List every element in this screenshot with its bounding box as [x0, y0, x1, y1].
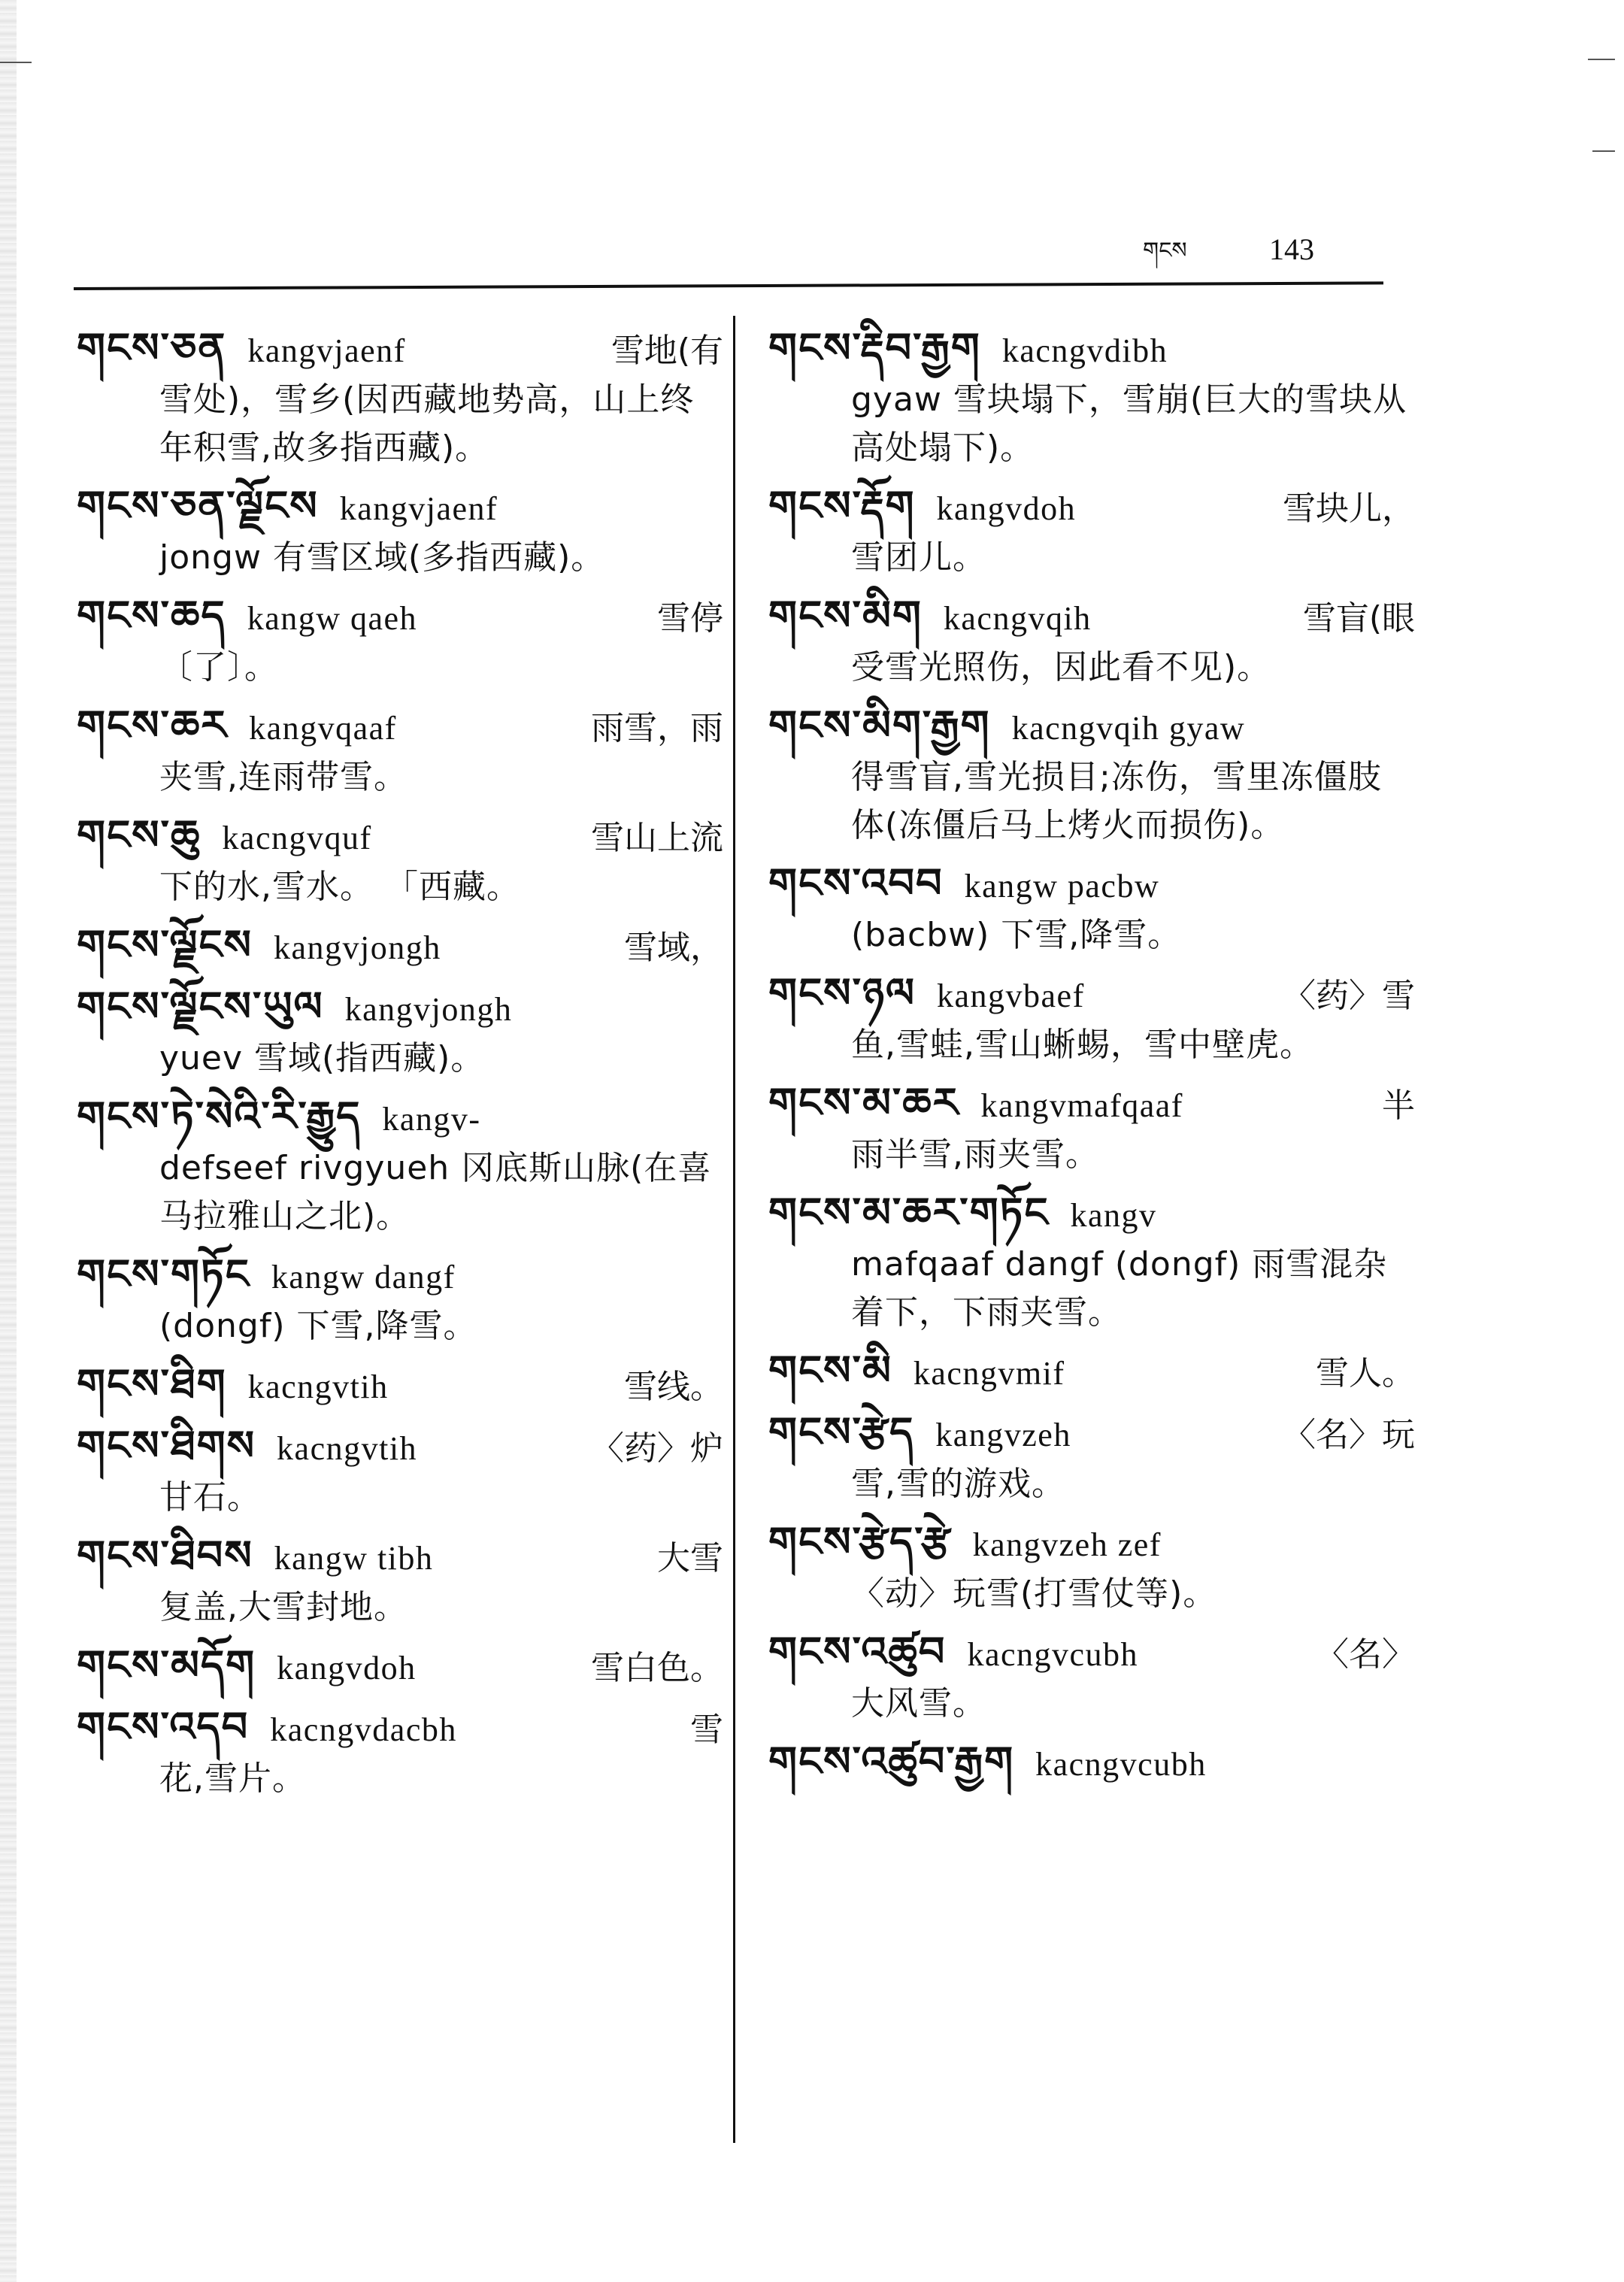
definition-start: 雪 — [690, 1711, 723, 1749]
definition-continuation: 得雪盲,雪光损目;冻伤，雪里冻僵肢体(冻僵后马上烤火而损伤)。 — [851, 758, 1382, 844]
dictionary-entry — [77, 701, 723, 802]
left-edge-mark — [0, 62, 32, 63]
right-edge-mark-mid — [1592, 150, 1615, 152]
definition-continuation: gyaw 雪块塌下，雪崩(巨大的雪块从高处塌下)。 — [851, 380, 1407, 467]
definition-continuation: (bacbw) 下雪,降雪。 — [851, 916, 1182, 954]
headword-tibetan: གངས་རྩེད — [768, 1408, 915, 1456]
entry-headline — [77, 1421, 723, 1474]
definition-continuation: 〔了〕。 — [159, 648, 278, 686]
dictionary-entry — [77, 591, 723, 692]
definition-continuation: 雪,雪的游戏。 — [851, 1465, 1065, 1503]
headword-tibetan: གངས་ཆད — [77, 592, 226, 639]
definition-start: 雪域， — [624, 929, 723, 967]
dictionary-entry — [768, 859, 1415, 959]
definition-continuation: 鱼,雪蛙,雪山蜥蜴，雪中壁虎。 — [851, 1026, 1313, 1064]
headword-romanization: kangvzeh zef — [972, 1526, 1162, 1563]
entry-headline — [77, 481, 723, 534]
dictionary-entry — [768, 1627, 1415, 1728]
definition-continuation: 甘石。 — [159, 1478, 261, 1517]
definition-continuation: mafqaaf dangf (dongf) 雨雪混杂着下，下雨夹雪。 — [851, 1245, 1388, 1332]
entry-headline — [77, 1359, 723, 1412]
headword-tibetan: གངས་རྡོག — [768, 482, 916, 529]
entry-headline — [77, 701, 723, 753]
dictionary-entry — [77, 920, 723, 973]
dictionary-entry — [77, 1250, 723, 1350]
entry-headline — [77, 920, 723, 973]
headword-tibetan: གངས་ཐིགས — [77, 1422, 256, 1469]
headword-romanization: kangw tibh — [274, 1540, 434, 1577]
entry-headline — [768, 701, 1415, 753]
dictionary-entry — [77, 1359, 723, 1412]
entry-headline — [768, 591, 1415, 644]
definition-continuation: 夹雪,连雨带雪。 — [159, 758, 408, 796]
dictionary-entry — [768, 1188, 1415, 1337]
definition-start: 〈药〉炉 — [591, 1429, 723, 1468]
dictionary-entry — [768, 1517, 1415, 1618]
entry-headline — [768, 1188, 1415, 1241]
headword-tibetan: གངས་ཉལ — [768, 969, 916, 1017]
header-rule — [74, 281, 1383, 290]
definition-start: 雪停 — [657, 599, 723, 638]
headword-romanization: kangv- — [382, 1101, 481, 1138]
definition-continuation: 花,雪片。 — [159, 1759, 306, 1798]
headword-tibetan: གངས་འཚུབ་རྒྱག — [768, 1738, 1015, 1785]
entry-headline — [768, 1346, 1415, 1399]
definition-start: 〈名〉 — [1316, 1635, 1415, 1674]
headword-romanization: kacngvcubh — [1035, 1746, 1207, 1783]
headword-tibetan: གངས་ཆུ — [77, 811, 201, 859]
definition-continuation: defseef rivgyueh 冈底斯山脉(在喜马拉雅山之北)。 — [159, 1149, 712, 1235]
dictionary-entry — [768, 701, 1415, 850]
headword-romanization: kacngvmif — [913, 1355, 1065, 1392]
headword-tibetan: གངས་ཅན་ལྗོངས — [77, 482, 319, 529]
entry-headline — [768, 1408, 1415, 1460]
headword-romanization: kangvdoh — [936, 490, 1077, 527]
dictionary-entry — [77, 811, 723, 911]
definition-continuation: (dongf) 下雪,降雪。 — [159, 1307, 477, 1345]
headword-romanization: kangw pacbw — [964, 868, 1160, 905]
dictionary-entry — [77, 1092, 723, 1241]
headword-romanization: kangw qaeh — [247, 600, 418, 637]
definition-continuation: 雨半雪,雨夹雪。 — [851, 1135, 1099, 1174]
dictionary-entry — [77, 982, 723, 1083]
headword-romanization: kangw dangf — [271, 1259, 456, 1296]
dictionary-entry — [77, 1702, 723, 1803]
dictionary-entry — [768, 1078, 1415, 1179]
page-number: 143 — [1269, 232, 1314, 266]
headword-tibetan: གངས་ཐིབས — [77, 1532, 253, 1579]
entry-headline — [768, 859, 1415, 911]
definition-start: 雪块儿， — [1283, 489, 1415, 528]
entry-headline — [768, 1627, 1415, 1680]
headword-tibetan: གངས་ལྗོངས — [77, 921, 253, 968]
headword-romanization: kacngvquf — [222, 820, 372, 856]
headword-tibetan: གངས་རྡིབ་རྒྱག — [768, 324, 981, 371]
right-edge-mark-top — [1588, 59, 1615, 60]
entry-headline — [768, 1517, 1415, 1570]
entry-headline — [77, 1250, 723, 1302]
headword-tibetan: གངས་འཚུབ — [768, 1628, 947, 1675]
headword-romanization: kacngvcubh — [967, 1636, 1139, 1673]
definition-start: 大雪 — [657, 1539, 723, 1577]
headword-romanization: kangvjaenf — [247, 332, 406, 369]
left-column — [77, 323, 723, 1812]
scan-edge-shadow — [0, 0, 17, 2282]
dictionary-entry — [77, 1421, 723, 1522]
dictionary-entry — [77, 1531, 723, 1632]
headword-tibetan: གངས་མིག་རྒྱག — [768, 702, 991, 749]
dictionary-entry — [768, 1346, 1415, 1399]
headword-romanization: kacngvqih — [943, 600, 1092, 637]
dictionary-entry — [77, 481, 723, 582]
entry-headline — [77, 1531, 723, 1583]
headword-tibetan: གངས་ཐིག — [77, 1360, 227, 1408]
headword-romanization: kacngvqih gyaw — [1011, 710, 1246, 747]
headword-romanization: kangv — [1070, 1197, 1157, 1234]
headword-romanization: kangvjongh — [274, 929, 441, 966]
definition-start: 半 — [1382, 1086, 1415, 1125]
headword-tibetan: གངས་འབབ — [768, 859, 944, 907]
definition-start: 雪山上流 — [591, 819, 723, 857]
definition-continuation: 雪团儿。 — [851, 538, 986, 577]
entry-headline — [768, 323, 1415, 376]
headword-tibetan: གངས་འདབ — [77, 1703, 250, 1750]
dictionary-entry — [77, 323, 723, 472]
running-header-tibetan: གངས — [1143, 238, 1187, 264]
entry-headline — [768, 968, 1415, 1021]
headword-romanization: kangvbaef — [936, 977, 1085, 1014]
definition-continuation: 大风雪。 — [851, 1684, 986, 1723]
dictionary-entry — [77, 1641, 723, 1693]
dictionary-entry — [768, 1408, 1415, 1508]
headword-romanization: kacngvdibh — [1001, 332, 1168, 369]
definition-start: 〈名〉玩 — [1283, 1416, 1415, 1454]
dictionary-entry — [768, 591, 1415, 692]
dictionary-entry — [768, 323, 1415, 472]
headword-tibetan: གངས་རྩེད་རྩེ — [768, 1518, 952, 1565]
definition-start: 雪盲(眼 — [1302, 599, 1415, 638]
definition-continuation: 受雪光照伤，因此看不见)。 — [851, 648, 1271, 686]
headword-tibetan: གངས་ཅན — [77, 324, 227, 371]
right-column — [768, 323, 1415, 1799]
entry-headline — [77, 1641, 723, 1693]
entry-headline — [768, 481, 1415, 534]
definition-start: 〈药〉雪 — [1283, 977, 1415, 1015]
headword-tibetan: གངས་མ་ཆར — [768, 1079, 960, 1126]
definition-start: 雪线。 — [624, 1368, 723, 1406]
entry-headline — [77, 1702, 723, 1755]
headword-romanization: kangvdoh — [277, 1650, 417, 1686]
headword-tibetan: གངས་མ་ཆར་གཏོང — [768, 1189, 1050, 1236]
headword-romanization: kangvjongh — [344, 991, 513, 1028]
entry-headline — [77, 323, 723, 376]
column-divider — [733, 316, 735, 2143]
headword-romanization: kacngvdacbh — [270, 1711, 457, 1748]
headword-romanization: kangvzeh — [935, 1417, 1071, 1453]
headword-romanization: kacngvtih — [277, 1430, 418, 1467]
definition-continuation: yuev 雪域(指西藏)。 — [159, 1039, 485, 1077]
headword-tibetan: གངས་མིག — [768, 592, 923, 639]
definition-start: 雪地(有 — [611, 332, 723, 370]
headword-tibetan: གངས་མི — [768, 1347, 892, 1394]
dictionary-entry — [768, 968, 1415, 1069]
headword-romanization: kangvmafqaaf — [980, 1087, 1183, 1124]
headword-romanization: kangvqaaf — [249, 710, 397, 747]
entry-headline — [77, 982, 723, 1035]
entry-headline — [77, 591, 723, 644]
entry-headline — [77, 1092, 723, 1144]
definition-start: 雪白色。 — [591, 1649, 723, 1687]
definition-continuation: 下的水,雪水。 「西藏。 — [159, 868, 520, 906]
definition-continuation: 复盖,大雪封地。 — [159, 1588, 408, 1626]
headword-tibetan: གངས་མདོག — [77, 1641, 256, 1689]
definition-start: 雪人。 — [1316, 1354, 1415, 1393]
headword-tibetan: གངས་ལྗོངས་ཡུལ — [77, 983, 324, 1030]
definition-start: 雨雪，雨 — [591, 709, 723, 747]
entry-headline — [768, 1737, 1415, 1790]
headword-romanization: kangvjaenf — [339, 490, 498, 527]
definition-continuation: 〈动〉玩雪(打雪仗等)。 — [851, 1574, 1217, 1613]
entry-headline — [768, 1078, 1415, 1131]
headword-tibetan: གངས་ཏེ་སེའི་རི་རྒྱུད — [77, 1093, 362, 1140]
headword-tibetan: གངས་གཏོང — [77, 1250, 250, 1298]
headword-romanization: kacngvtih — [247, 1368, 389, 1405]
headword-tibetan: གངས་ཆར — [77, 702, 229, 749]
definition-continuation: jongw 有雪区域(多指西藏)。 — [159, 538, 605, 577]
entry-headline — [77, 811, 723, 863]
dictionary-entry — [768, 481, 1415, 582]
definition-continuation: 雪处)，雪乡(因西藏地势高，山上终年积雪,故多指西藏)。 — [159, 380, 695, 467]
dictionary-entry — [768, 1737, 1415, 1790]
